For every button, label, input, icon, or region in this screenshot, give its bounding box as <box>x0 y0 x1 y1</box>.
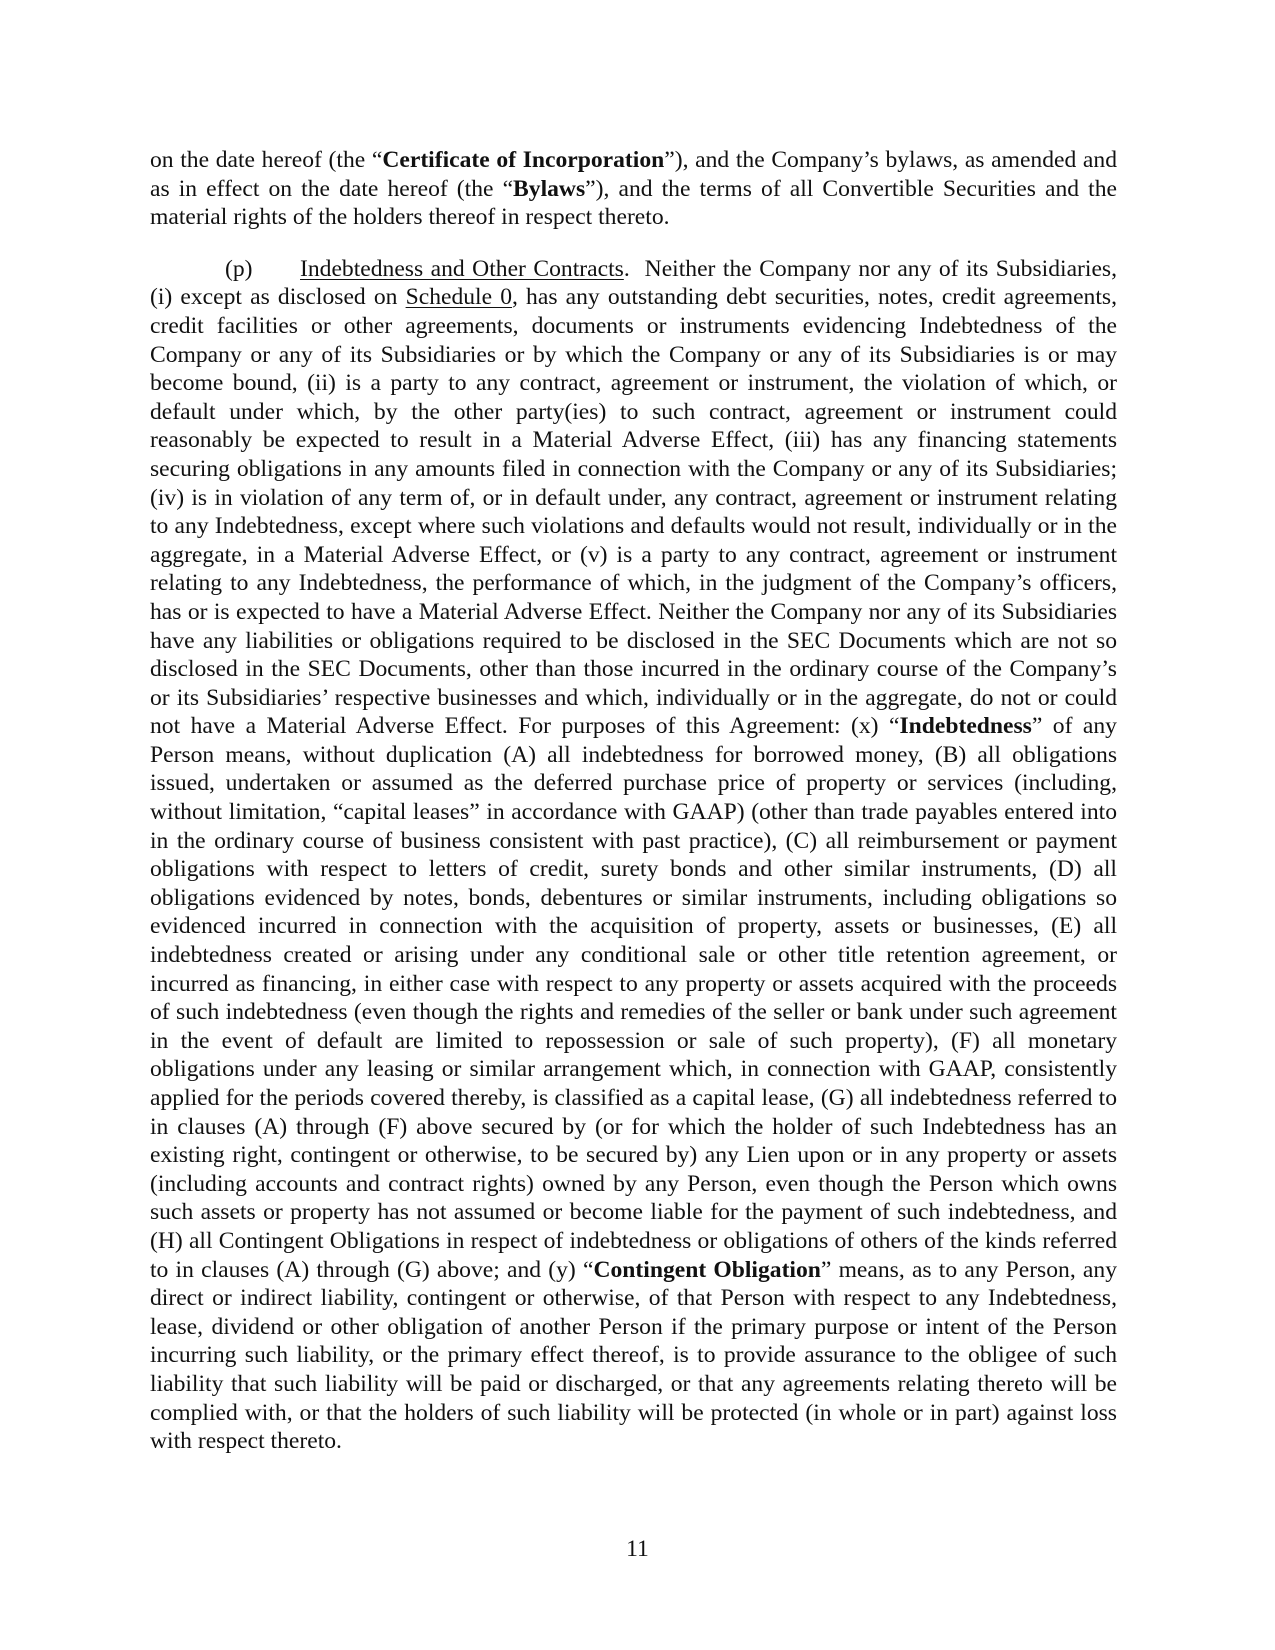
section-heading: Indebtedness and Other Contracts <box>300 255 624 282</box>
defined-term-indebtedness: Indebtedness <box>899 713 1032 740</box>
section-text-4: ” means, as to any Person, any direct or indirect liability, contingent or otherwise, of that Person with respect to any Indebtedness, lease, dividend or other obligation of another Person if the primary purpose or intent of the Person incurring such liability, or the primary effect thereof, is to provide assurance to the obligee of such liability that such liability will be paid or discharged, or that any agreements relating thereto will be complied with, or that the holders of such liability will be protected (in whole or in part) against loss with respect thereto. <box>150 1256 1117 1455</box>
defined-term-bylaws: Bylaws <box>513 175 586 202</box>
continuation-text-3: ”), and the terms of all Convertible Securities and the material rights of the holders thereof in respect thereto. <box>150 175 1117 231</box>
defined-term-certificate-of-incorporation: Certificate of Incorporation <box>382 147 665 173</box>
continuation-paragraph <box>150 146 1117 232</box>
section-heading-period: . <box>623 255 630 282</box>
section-text-1: Neither the Company nor any of its Subsidiaries, (i) except as disclosed on <box>150 255 1118 311</box>
section-text-3: ” of any Person means, without duplication (A) all indebtedness for borrowed money, (B) all obligations issued, undertaken or assumed as the deferred purchase price of property or services (including, without limitation, “capital leases” in accordance with GAAP) (other than trade payables entered into in the ordinary course of business consistent with past practice), (C) all reimbursement or payment obligations with respect to letters of credit, surety bonds and other similar instruments, (D) all obligations evidenced by notes, bonds, debentures or similar instruments, including obligations so evidenced incurred in connection with the acquisition of property, assets or businesses, (E) all indebtedness created or arising under any conditional sale or other title retention agreement, or incurred as financing, in either case with respect to any property or assets acquired with the proceeds of such indebtedness (even though the rights and remedies of the seller or bank under such agreement in the event of default are limited to repossession or sale of such property), (F) all monetary obligations under any leasing or similar arrangement which, in connection with GAAP, consistently applied for the periods covered thereby, is classified as a capital lease, (G) all indebtedness referred to in clauses (A) through (F) above secured by (or for which the holder of such Indebtedness has an existing right, contingent or otherwise, to be secured by) any Lien upon or in any property or assets (including accounts and contract rights) owned by any Person, even though the Person which owns such assets or property has not assumed or become liable for the payment of such indebtedness, and (H) all Contingent Obligations in respect of indebtedness or obligations of others of the kinds referred to in clauses (A) through (G) above; and (y) “ <box>150 713 1117 1283</box>
defined-term-contingent-obligation: Contingent Obligation <box>593 1256 821 1283</box>
schedule-reference: Schedule 0 <box>405 284 513 311</box>
continuation-text-2: ”), and the Company’s bylaws, as amended and as in effect on the date hereof (the “ <box>150 147 1117 202</box>
section-text-2: , has any outstanding debt securities, notes, credit agreements, credit facilities or other agreements, documents or instruments evidencing Indebtedness of the Company or any of its Subsidiaries or by which the Company or any of its Subsidiaries is or may become bound, (ii) is a party to any contract, agreement or instrument, the violation of which, or default under which, by the other party(ies) to such contract, agreement or instrument could reasonably be expected to result in a Material Adverse Effect, (iii) has any financing statements securing obligations in any amounts filed in connection with the Company or any of its Subsidiaries; (iv) is in violation of any term of, or in default under, any contract, agreement or instrument relating to any Indebtedness, except where such violations and defaults would not result, individually or in the aggregate, in a Material Adverse Effect, or (v) is a party to any contract, agreement or instrument relating to any Indebtedness, the performance of which, in the judgment of the Company’s officers, has or is expected to have a Material Adverse Effect. Neither the Company nor any of its Subsidiaries have any liabilities or obligations required to be disclosed in the SEC Documents which are not so disclosed in the SEC Documents, other than those incurred in the ordinary course of the Company’s or its Subsidiaries’ respective businesses and which, individually or in the aggregate, do not or could not have a Material Adverse Effect. For purposes of this Agreement: (x) “ <box>150 284 1117 740</box>
section-number: (p) <box>225 255 253 282</box>
document-body <box>150 146 1117 1456</box>
page-number: 11 <box>626 1536 649 1562</box>
continuation-text-1: on the date hereof (the “ <box>150 147 383 173</box>
section-p-paragraph <box>150 255 1117 1456</box>
